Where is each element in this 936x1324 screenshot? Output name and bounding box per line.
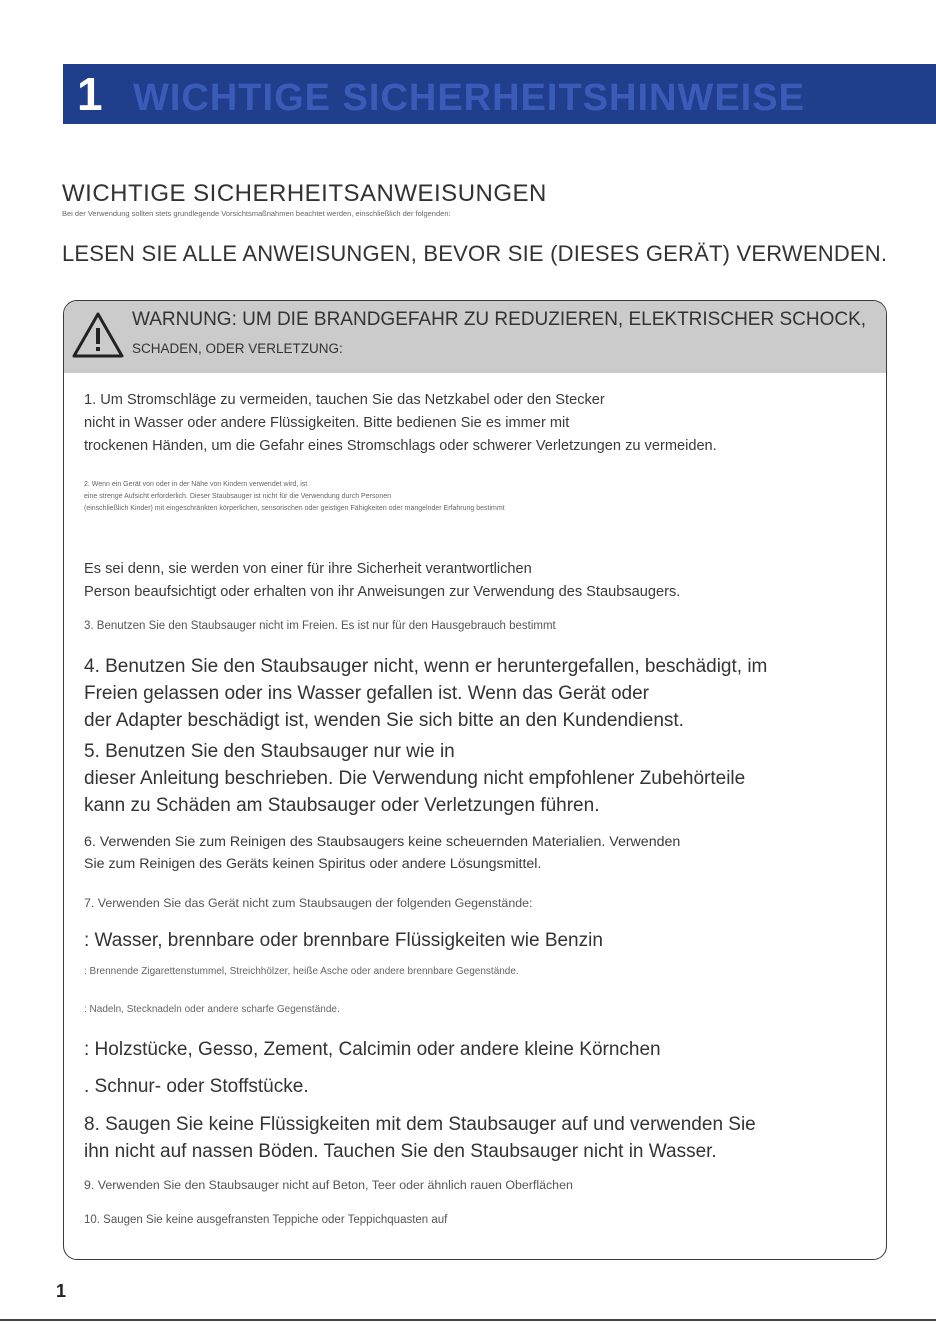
item-7-wood: : Holzstücke, Gesso, Zement, Calcimin oder andere kleine Körnchen: [84, 1039, 661, 1060]
warning-title: WARNUNG: UM DIE BRANDGEFAHR ZU REDUZIEREN, ELEKTRISCHER SCHOCK,: [132, 309, 867, 330]
section-subheading: Bei der Verwendung sollten stets grundlegende Vorsichtsmaßnahmen beachtet werden, einschließlich der folgenden:: [62, 209, 451, 218]
item-7-needles: : Nadeln, Stecknadeln oder andere scharfe Gegenstände.: [84, 1004, 340, 1015]
item-5: 5. Benutzen Sie den Staubsauger nur wie in dieser Anleitung beschrieben. Die Verwendung nicht empfohlener Zubehörteile kann zu Schäden am Staubsauger oder Verletzungen führen.: [84, 741, 746, 816]
warning-box: [63, 300, 887, 1260]
item-6: 6. Verwenden Sie zum Reinigen des Staubsaugers keine scheuernden Materialien. Verwenden Sie zum Reinigen des Geräts keinen Spiritus oder andere Lösungsmittel.: [84, 834, 681, 872]
item-7: 7. Verwenden Sie das Gerät nicht zum Staubsaugen der folgenden Gegenstände:: [84, 896, 533, 910]
warning-triangle-icon: [72, 311, 124, 359]
item-7-water: : Wasser, brennbare oder brennbare Flüssigkeiten wie Benzin: [84, 930, 603, 951]
item-2: 2. Wenn ein Gerät von oder in der Nähe von Kindern verwendet wird, ist eine strenge Aufsicht erforderlich. Dieser Staubsauger ist nicht für die Verwendung durch Personen (einschließlich Kinder) mit eingeschränkten körperlichen, sensorischen oder geistigen Fähigkeiten oder mangelnder Erfahrung bestimmt: [84, 481, 505, 512]
item-2-continued: Es sei denn, sie werden von einer für ihre Sicherheit verantwortlichen Person beaufsichtigt oder erhalten von ihr Anweisungen zur Verwendung des Staubsaugers.: [84, 561, 681, 600]
chapter-number: 1: [77, 68, 103, 120]
chapter-banner: [63, 64, 936, 124]
bottom-divider: [0, 1319, 936, 1321]
chapter-title: WICHTIGE SICHERHEITSHINWEISE: [133, 77, 805, 119]
item-8: 8. Saugen Sie keine Flüssigkeiten mit dem Staubsauger auf und verwenden Sie ihn nicht auf nassen Böden. Tauchen Sie den Staubsauger nicht in Wasser.: [84, 1114, 756, 1162]
warning-subtitle: SCHADEN, ODER VERLETZUNG:: [132, 341, 343, 356]
item-7-burning: : Brennende Zigarettenstummel, Streichhölzer, heiße Asche oder andere brennbare Gegenstände.: [84, 966, 519, 977]
section-heading: WICHTIGE SICHERHEITSANWEISUNGEN: [62, 180, 547, 207]
item-4: 4. Benutzen Sie den Staubsauger nicht, wenn er heruntergefallen, beschädigt, im Freien gelassen oder ins Wasser gefallen ist. Wenn das Gerät oder der Adapter beschädigt ist, wenden Sie sich bitte an den Kundendienst.: [84, 656, 768, 731]
item-10: 10. Saugen Sie keine ausgefransten Teppiche oder Teppichquasten auf: [84, 1214, 448, 1226]
item-1: 1. Um Stromschläge zu vermeiden, tauchen Sie das Netzkabel oder den Stecker nicht in Wasser oder andere Flüssigkeiten. Bitte bedienen Sie es immer mit trockenen Händen, um die Gefahr eines Stromschlags oder schwerer Verletzungen zu vermeiden.: [84, 392, 717, 454]
item-3: 3. Benutzen Sie den Staubsauger nicht im Freien. Es ist nur für den Hausgebrauch bestimmt: [84, 620, 556, 632]
page-number: 1: [56, 1281, 67, 1301]
warning-header: [64, 301, 886, 373]
read-all-notice: LESEN SIE ALLE ANWEISUNGEN, BEVOR SIE (DIESES GERÄT) VERWENDEN.: [62, 241, 888, 266]
item-7-string: . Schnur- oder Stoffstücke.: [84, 1076, 309, 1097]
item-9: 9. Verwenden Sie den Staubsauger nicht auf Beton, Teer oder ähnlich rauen Oberflächen: [84, 1178, 573, 1192]
